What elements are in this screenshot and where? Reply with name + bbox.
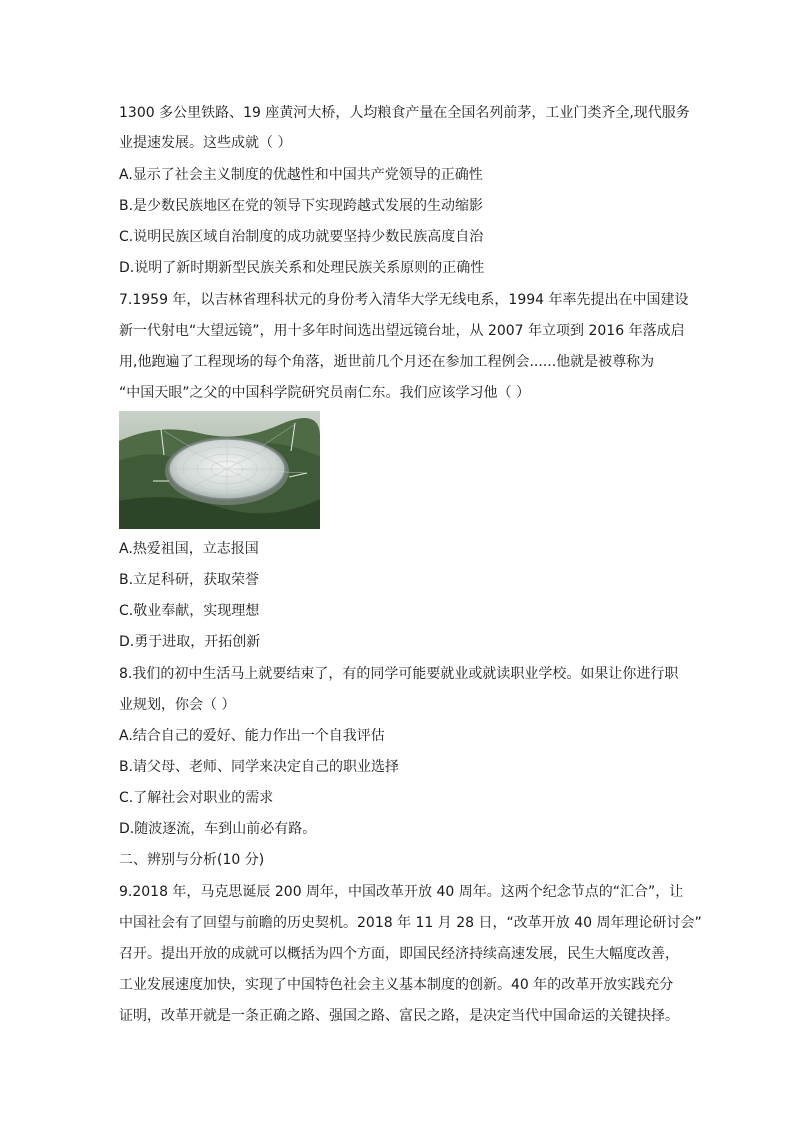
q9-text-line: 中国社会有了回望与前瞻的历史契机。2018 年 11 月 28 日，“改革开放 40 周年理论研讨会” — [119, 915, 702, 931]
q7-text-line: 用,他跑遍了工程现场的每个角落，逝世前几个月还在参加工程例会......他就是被尊称为 — [119, 354, 655, 370]
q7-option-a: A.热爱祖国，立志报国 — [119, 541, 259, 557]
q7-option-d: D.勇于进取，开拓创新 — [119, 634, 261, 650]
q9-text-line: 工业发展速度加快，实现了中国特色社会主义基本制度的创新。40 年的改革开放实践充分 — [119, 977, 674, 993]
fast-telescope-photo — [119, 411, 320, 529]
q7-text-line: 新一代射电“大望远镜”，用十多年时间选出望远镜台址，从 2007 年立项到 2016 年落成启 — [119, 323, 685, 339]
q8-option-b: B.请父母、老师、同学来决定自己的职业选择 — [119, 759, 400, 775]
section-heading: 二、辨别与分析(10 分) — [119, 852, 265, 868]
q7-option-b: B.立足科研，获取荣誉 — [119, 572, 260, 588]
q9-text-line: 9.2018 年，马克思诞辰 200 周年，中国改革开放 40 周年。这两个纪念节点的“汇合”，让 — [119, 884, 684, 900]
q6-text-line: 1300 多公里铁路、19 座黄河大桥，人均粮食产量在全国名列前茅，工业门类齐全,现代服务 — [119, 105, 690, 121]
q7-text-line: “中国天眼”之父的中国科学院研究员南仁东。我们应该学习他（ ） — [119, 385, 530, 401]
q6-option-a: A.显示了社会主义制度的优越性和中国共产党领导的正确性 — [119, 167, 483, 183]
q9-text-line: 证明，改革开就是一条正确之路、强国之路、富民之路，是决定当代中国命运的关键抉择。 — [119, 1008, 679, 1024]
q6-text-line: 业提速发展。这些成就（ ） — [119, 135, 292, 151]
q7-text-line: 7.1959 年，以吉林省理科状元的身份考入清华大学无线电系，1994 年率先提出在中国建设 — [119, 292, 689, 308]
q6-option-c: C.说明民族区域自治制度的成功就要坚持少数民族高度自治 — [119, 229, 484, 245]
q6-option-b: B.是少数民族地区在党的领导下实现跨越式发展的生动缩影 — [119, 198, 484, 214]
q9-text-line: 召开。提出开放的成就可以概括为四个方面，即国民经济持续高速发展，民生大幅度改善， — [119, 946, 679, 962]
q8-option-c: C.了解社会对职业的需求 — [119, 790, 274, 806]
q7-option-c: C.敬业奉献，实现理想 — [119, 603, 260, 619]
q8-option-d: D.随波逐流，车到山前必有路。 — [119, 821, 317, 837]
q8-option-a: A.结合自己的爱好、能力作出一个自我评估 — [119, 728, 385, 744]
q8-text-line: 8.我们的初中生活马上就要结束了，有的同学可能要就业或就读职业学校。如果让你进行职 — [119, 666, 679, 682]
q6-option-d: D.说明了新时期新型民族关系和处理民族关系原则的正确性 — [119, 260, 485, 276]
q8-text-line: 业规划，你会（ ） — [119, 697, 236, 713]
